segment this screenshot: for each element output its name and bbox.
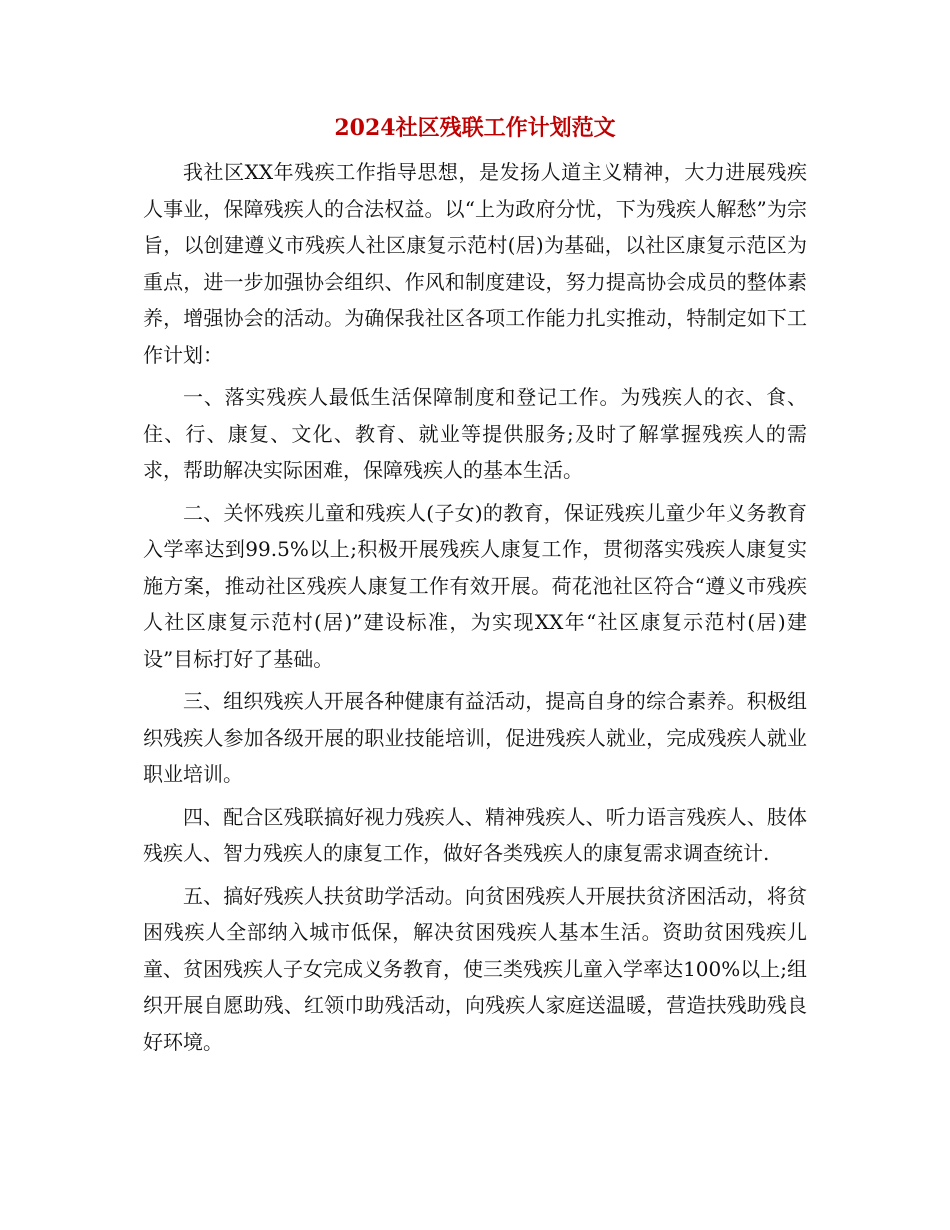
paragraph-item-1: 一、落实残疾人最低生活保障制度和登记工作。为残疾人的衣、食、住、行、康复、文化、教育、就业等提供服务;及时了解掌握残疾人的需求，帮助解决实际困难，保障残疾人的基本生活。 (143, 385, 807, 482)
document-body (143, 154, 807, 1066)
paragraph-item-2: 二、关怀残疾儿童和残疾人(子女)的教育，保证残疾儿童少年义务教育入学率达到99.5%以上;积极开展残疾人康复工作，贯彻落实残疾人康复实施方案，推动社区残疾人康复工作有效开展。荷花池社区符合“遵义市残疾人社区康复示范村(居)”建设标准，为实现XX年“社区康复示范村(居)建设”目标打好了基础。 (143, 500, 807, 671)
paragraph-item-4: 四、配合区残联搞好视力残疾人、精神残疾人、听力语言残疾人、肢体残疾人、智力残疾人的康复工作，做好各类残疾人的康复需求调查统计. (143, 804, 807, 865)
paragraph-item-5: 五、搞好残疾人扶贫助学活动。向贫困残疾人开展扶贫济困活动，将贫困残疾人全部纳入城市低保，解决贫困残疾人基本生活。资助贫困残疾儿童、贫困残疾人子女完成义务教育，使三类残疾儿童入学率达100%以上;组织开展自愿助残、红领巾助残活动，向残疾人家庭送温暖，营造扶残助残良好环境。 (143, 883, 807, 1054)
paragraph-item-3: 三、组织残疾人开展各种健康有益活动，提高自身的综合素养。积极组织残疾人参加各级开展的职业技能培训，促进残疾人就业，完成残疾人就业职业培训。 (143, 689, 807, 786)
paragraph-intro: 我社区XX年残疾工作指导思想，是发扬人道主义精神，大力进展残疾人事业，保障残疾人的合法权益。以“上为政府分忧，下为残疾人解愁”为宗旨，以创建遵义市残疾人社区康复示范村(居)为基础，以社区康复示范区为重点，进一步加强协会组织、作风和制度建设，努力提高协会成员的整体素养，增强协会的活动。为确保我社区各项工作能力扎实推动，特制定如下工作计划： (143, 160, 807, 367)
document-title: 2024社区残联工作计划范文 (334, 115, 616, 141)
